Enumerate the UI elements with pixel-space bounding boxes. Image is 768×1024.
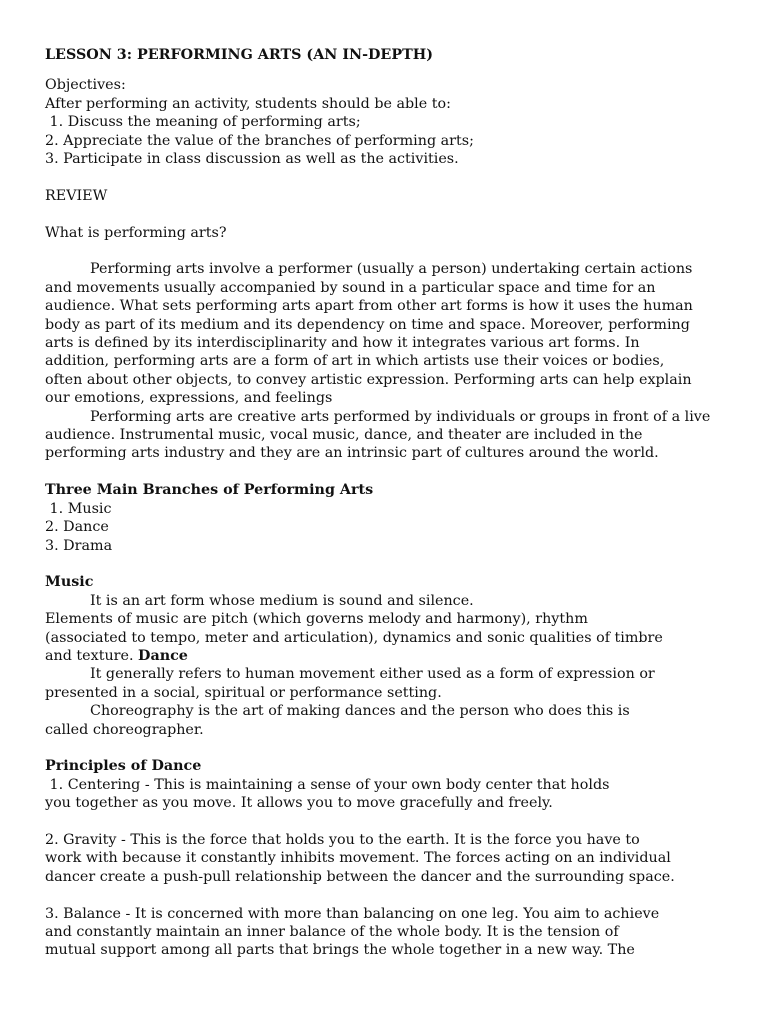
paragraph-line: dancer create a push-pull relationship between the dancer and the surrounding space. — [45, 868, 675, 885]
objective-item-3: 3. Participate in class discussion as well as the activities. — [45, 151, 459, 168]
paragraph-line: Elements of music are pitch (which governs melody and harmony), rhythm — [45, 611, 588, 628]
paragraph-line: addition, performing arts are a form of art in which artists use their voices or bodies, — [45, 353, 665, 370]
lesson-title: LESSON 3: PERFORMING ARTS (AN IN-DEPTH) — [45, 47, 433, 63]
objective-item-2: 2. Appreciate the value of the branches of performing arts; — [45, 132, 474, 149]
music-heading: Music — [45, 574, 94, 591]
review-heading: REVIEW — [45, 187, 108, 204]
dance-heading: Dance — [138, 647, 188, 664]
objectives-heading: Objectives: — [45, 77, 126, 94]
paragraph-line: Performing arts involve a performer (usually a person) undertaking certain actions — [90, 261, 693, 278]
paragraph-line: It generally refers to human movement either used as a form of expression or — [90, 666, 655, 683]
review-paragraph-2 — [45, 408, 735, 463]
paragraph-line: often about other objects, to convey artistic expression. Performing arts can help explain — [45, 371, 692, 388]
document-content — [45, 46, 735, 960]
branch-item-music: 1. Music — [45, 500, 112, 517]
music-last-line: and texture. — [45, 647, 139, 664]
paragraph-line: and movements usually accompanied by sound in a particular space and time for an — [45, 279, 656, 296]
paragraph-line: Choreography is the art of making dances and the person who does this is — [90, 703, 630, 720]
paragraph-line: mutual support among all parts that brings the whole together in a new way. The — [45, 942, 635, 959]
review-paragraph-1 — [45, 260, 735, 407]
paragraph-line — [45, 647, 735, 665]
paragraph-line: you together as you move. It allows you to move gracefully and freely. — [45, 795, 553, 812]
principle-centering: 1. Centering - This is maintaining a sense of your own body center that holds — [45, 776, 610, 793]
paragraph-line: presented in a social, spiritual or performance setting. — [45, 684, 442, 701]
objective-item-1: 1. Discuss the meaning of performing arts; — [45, 114, 361, 131]
paragraph-line: work with because it constantly inhibits movement. The forces acting on an individual — [45, 850, 671, 867]
principle-balance: 3. Balance - It is concerned with more than balancing on one leg. You aim to achieve — [45, 905, 660, 922]
paragraph-line: performing arts industry and they are an intrinsic part of cultures around the world. — [45, 445, 659, 462]
paragraph-line: audience. Instrumental music, vocal music, dance, and theater are included in the — [45, 427, 643, 444]
review-question: What is performing arts? — [45, 224, 227, 241]
paragraph-line: our emotions, expressions, and feelings — [45, 390, 333, 407]
paragraph-line: and constantly maintain an inner balance of the whole body. It is the tension of — [45, 923, 619, 940]
music-definition: It is an art form whose medium is sound and silence. — [90, 592, 474, 609]
objectives-intro: After performing an activity, students should be able to: — [45, 95, 451, 112]
branch-item-dance: 2. Dance — [45, 519, 109, 536]
paragraph-line: (associated to tempo, meter and articulation), dynamics and sonic qualities of timbre — [45, 629, 663, 646]
paragraph-line: audience. What sets performing arts apart from other art forms is how it uses the human — [45, 298, 693, 315]
principles-heading: Principles of Dance — [45, 758, 202, 775]
paragraph-line: body as part of its medium and its dependency on time and space. Moreover, performing — [45, 316, 690, 333]
paragraph-line: arts is defined by its interdisciplinarity and how it integrates various art forms. In — [45, 335, 640, 352]
paragraph-line: called choreographer. — [45, 721, 204, 738]
branch-item-drama: 3. Drama — [45, 537, 113, 554]
branches-heading: Three Main Branches of Performing Arts — [45, 482, 374, 499]
paragraph-line: Performing arts are creative arts performed by individuals or groups in front of a live — [90, 408, 711, 425]
principle-gravity: 2. Gravity - This is the force that holds you to the earth. It is the force you have to — [45, 831, 640, 848]
